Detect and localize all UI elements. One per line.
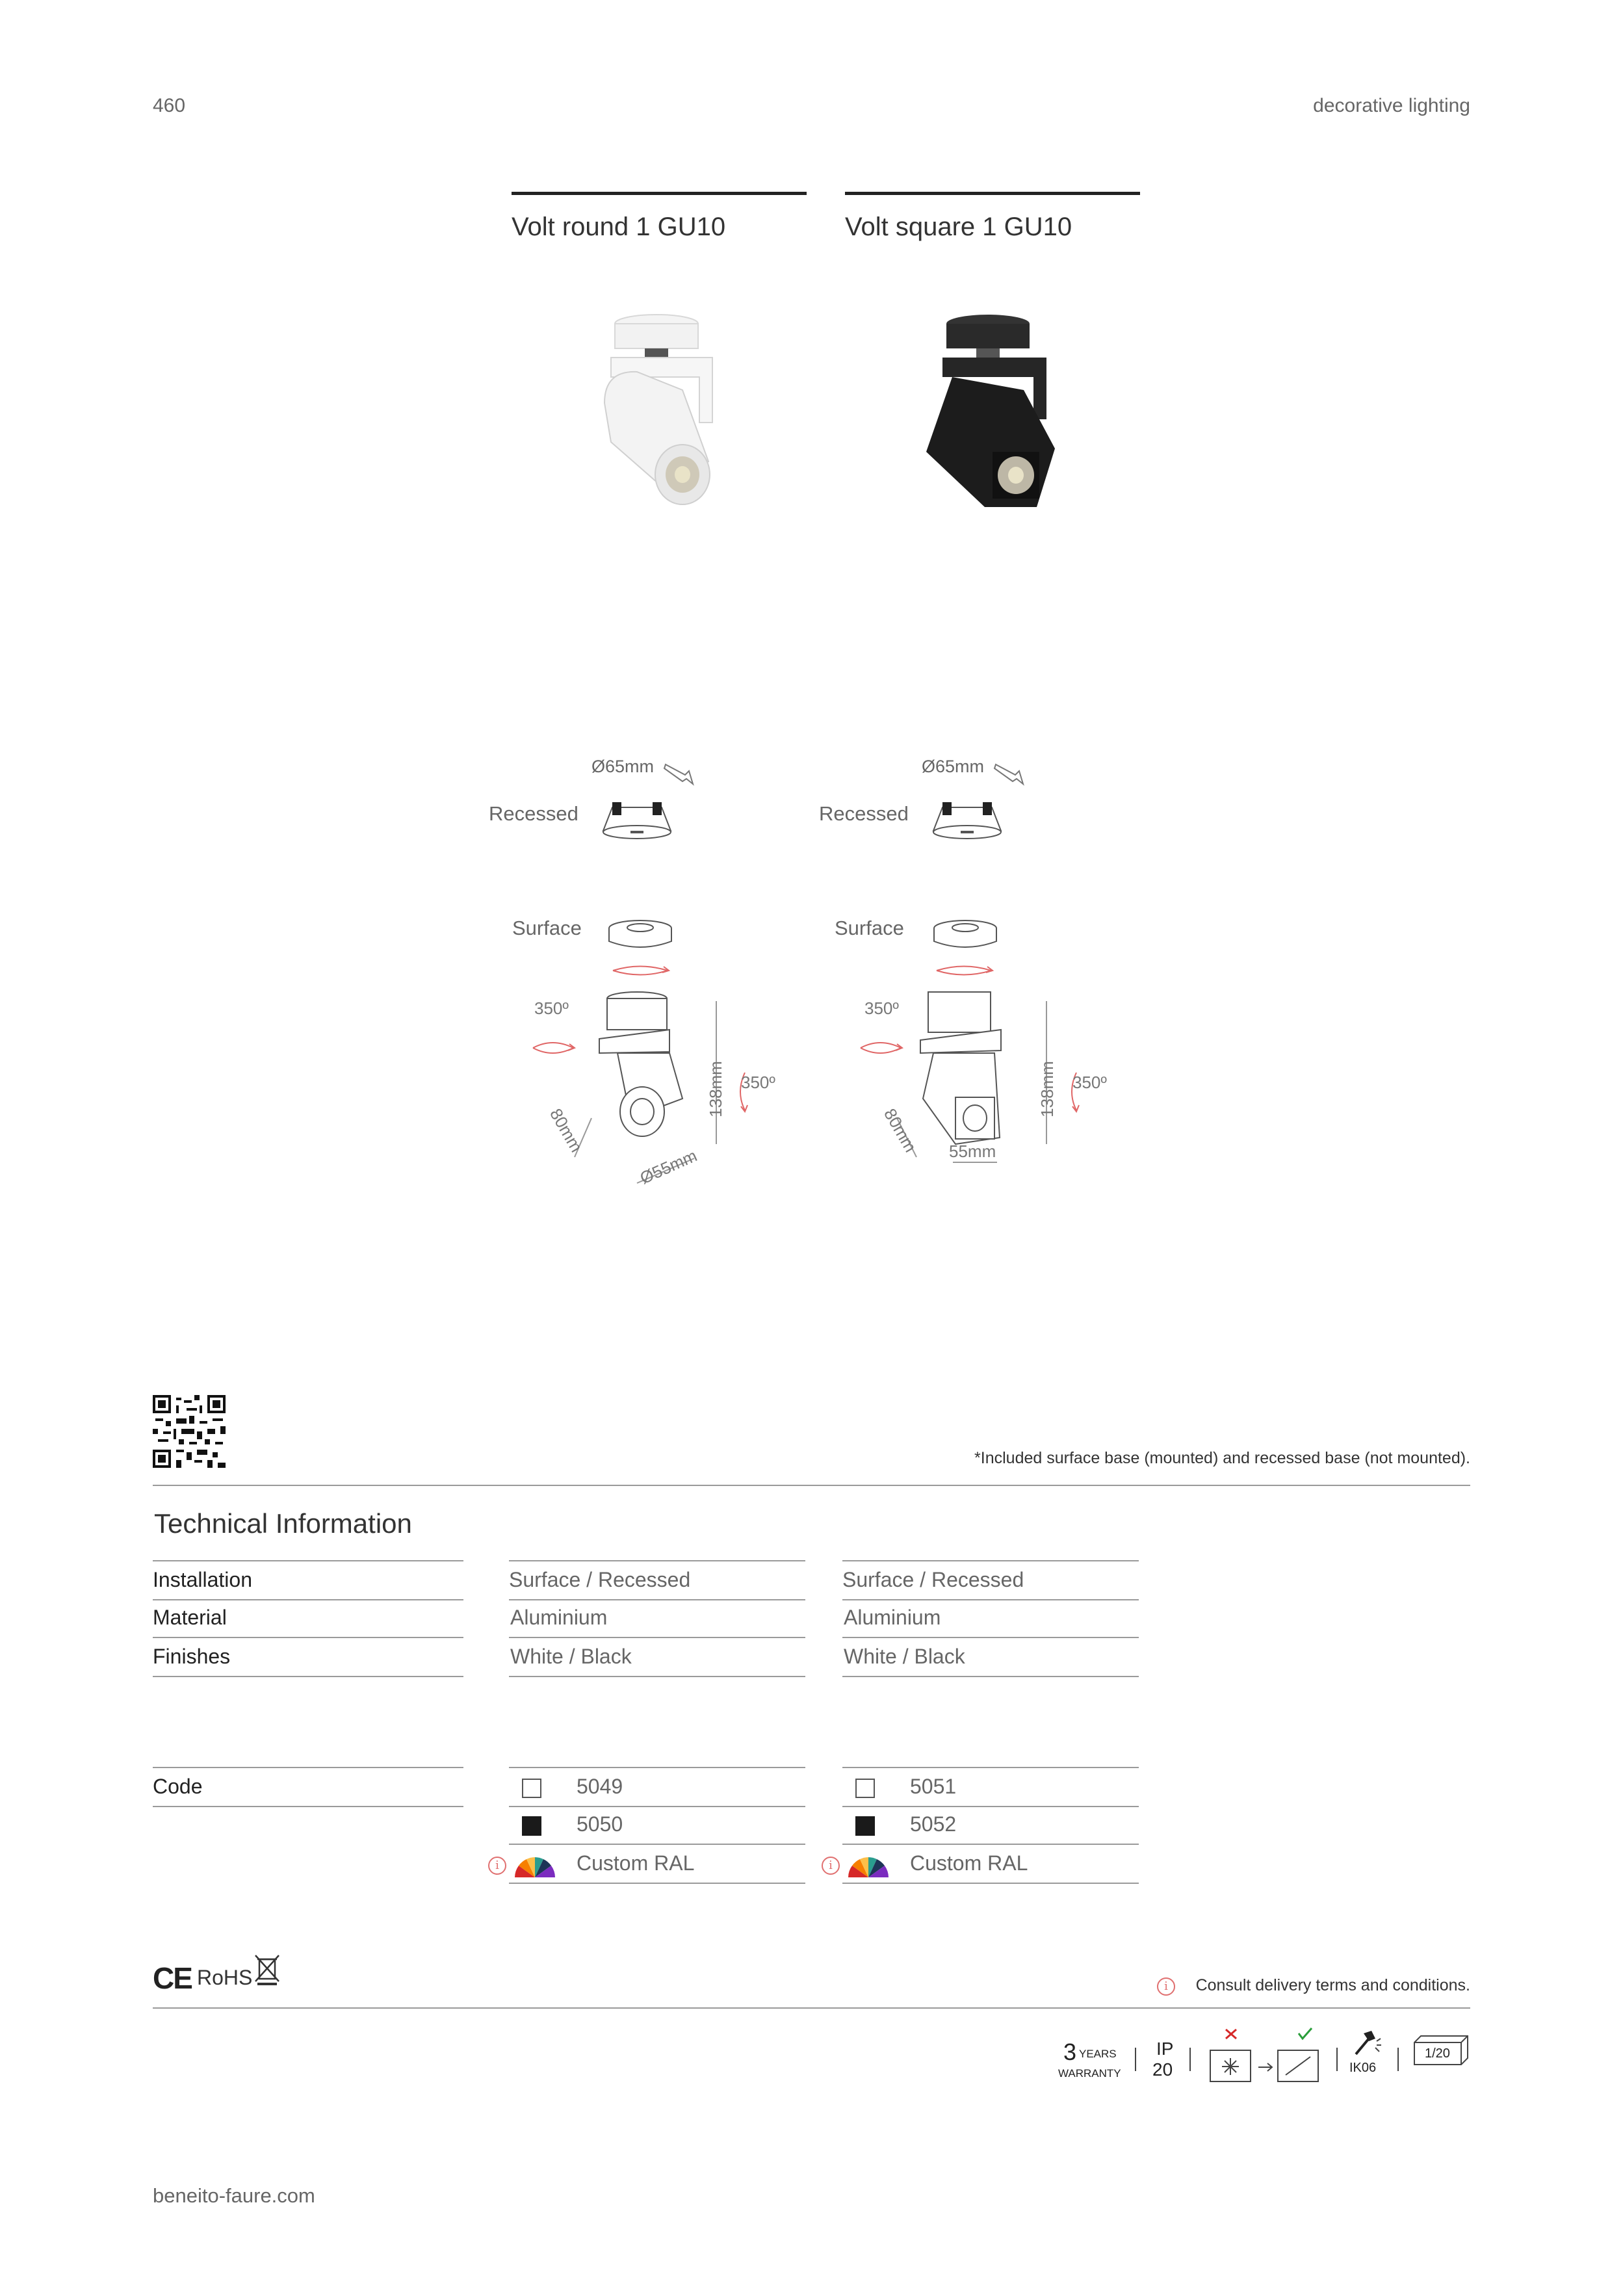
row-value: Aluminium (844, 1606, 941, 1629)
included-base-note: *Included surface base (mounted) and recessed base (not mounted). (974, 1449, 1470, 1467)
code-label: Code (153, 1775, 203, 1798)
height-square: 138mm (1037, 1061, 1057, 1117)
info-icon: i (1157, 1977, 1175, 1996)
recessed-label-square: Recessed (819, 802, 909, 825)
table-row (842, 1599, 1139, 1638)
separator (1397, 2048, 1399, 2071)
rotation-horizontal-square: 350º (864, 998, 899, 1018)
impact-hammer-icon (1352, 2028, 1382, 2058)
code-value: 5050 (577, 1812, 623, 1836)
rotation-vertical-round: 350º (741, 1073, 775, 1092)
surface-base-icon (929, 917, 1001, 954)
ip-value: 20 (1152, 2059, 1173, 2080)
depth-round: 80mm (546, 1105, 587, 1156)
code-value: 5049 (577, 1775, 623, 1798)
code-value: Custom RAL (577, 1851, 695, 1875)
page-number: 460 (153, 95, 186, 116)
width-square: 55mm (949, 1141, 996, 1161)
rohs-mark: RoHS (197, 1966, 253, 1989)
separator (1189, 2048, 1191, 2071)
ce-mark: CE (153, 1961, 192, 1995)
diameter-round: Ø55mm (637, 1145, 700, 1188)
footer-url[interactable]: beneito-faure.com (153, 2184, 315, 2207)
table-row (153, 1638, 463, 1677)
rotate-arrow-icon (931, 961, 996, 980)
code-row (842, 1767, 1139, 1807)
rotate-arrow-icon (608, 961, 673, 980)
installation-surface-icon (1208, 2027, 1325, 2085)
product-rule-square (845, 192, 1140, 195)
table-row (842, 1560, 1139, 1600)
code-row (842, 1806, 1139, 1845)
qr-code (153, 1395, 226, 1468)
product-title-round: Volt round 1 GU10 (512, 213, 726, 241)
weee-bin-icon (253, 1953, 281, 1987)
row-value: Aluminium (510, 1606, 608, 1629)
separator (1336, 2048, 1338, 2071)
row-label: Installation (153, 1568, 252, 1591)
surface-base-icon (604, 917, 676, 954)
black-swatch (855, 1816, 875, 1836)
table-row (509, 1638, 805, 1677)
consult-note: Consult delivery terms and conditions. (1195, 1976, 1470, 1994)
product-image-round-white (585, 312, 734, 520)
table-row (153, 1767, 463, 1807)
code-value: 5052 (910, 1812, 957, 1836)
recessed-label-round: Recessed (489, 802, 578, 825)
saw-icon (993, 758, 1026, 788)
warranty-years: YEARS (1079, 2048, 1117, 2060)
section-name: decorative lighting (1313, 95, 1470, 116)
row-value: Surface / Recessed (509, 1568, 691, 1591)
table-row (509, 1599, 805, 1638)
code-row (509, 1806, 805, 1845)
separator (1135, 2048, 1136, 2071)
code-value: 5051 (910, 1775, 957, 1798)
row-label: Finishes (153, 1645, 231, 1668)
info-icon: i (488, 1857, 506, 1875)
cutout-diameter-square: Ø65mm (922, 757, 985, 776)
white-swatch (522, 1779, 541, 1798)
product-image-square-black (913, 312, 1069, 520)
table-row (509, 1560, 805, 1600)
surface-label-square: Surface (835, 917, 904, 939)
product-title-square: Volt square 1 GU10 (845, 213, 1072, 241)
row-value: White / Black (510, 1645, 632, 1668)
warranty-number: 3 (1063, 2039, 1077, 2065)
cutout-diameter-round: Ø65mm (591, 757, 655, 776)
row-label: Material (153, 1606, 227, 1629)
surface-label-round: Surface (512, 917, 582, 939)
white-swatch (855, 1779, 875, 1798)
table-row (842, 1638, 1139, 1677)
ral-color-fan-icon (846, 1853, 891, 1879)
pack-quantity: 1/20 (1425, 2046, 1450, 2061)
depth-square: 80mm (880, 1105, 921, 1156)
height-round: 138mm (705, 1061, 725, 1117)
technical-title: Technical Information (154, 1508, 412, 1539)
ik-rating: IK06 (1349, 2061, 1377, 2075)
row-value: White / Black (844, 1645, 965, 1668)
warranty-word: WARRANTY (1058, 2067, 1121, 2080)
rotation-horizontal-round: 350º (534, 998, 569, 1018)
divider (153, 2007, 1470, 2009)
row-value: Surface / Recessed (842, 1568, 1024, 1591)
saw-icon (663, 758, 695, 788)
recessed-base-icon (928, 798, 1006, 844)
black-swatch (522, 1816, 541, 1836)
table-row (153, 1560, 463, 1600)
ip-label: IP (1156, 2039, 1174, 2059)
product-rule-round (512, 192, 807, 195)
code-row (509, 1767, 805, 1807)
recessed-base-icon (598, 798, 676, 844)
rotation-vertical-square: 350º (1072, 1073, 1107, 1092)
info-icon: i (822, 1857, 840, 1875)
code-value: Custom RAL (910, 1851, 1028, 1875)
ral-color-fan-icon (512, 1853, 558, 1879)
table-row (153, 1599, 463, 1638)
divider (153, 1485, 1470, 1486)
